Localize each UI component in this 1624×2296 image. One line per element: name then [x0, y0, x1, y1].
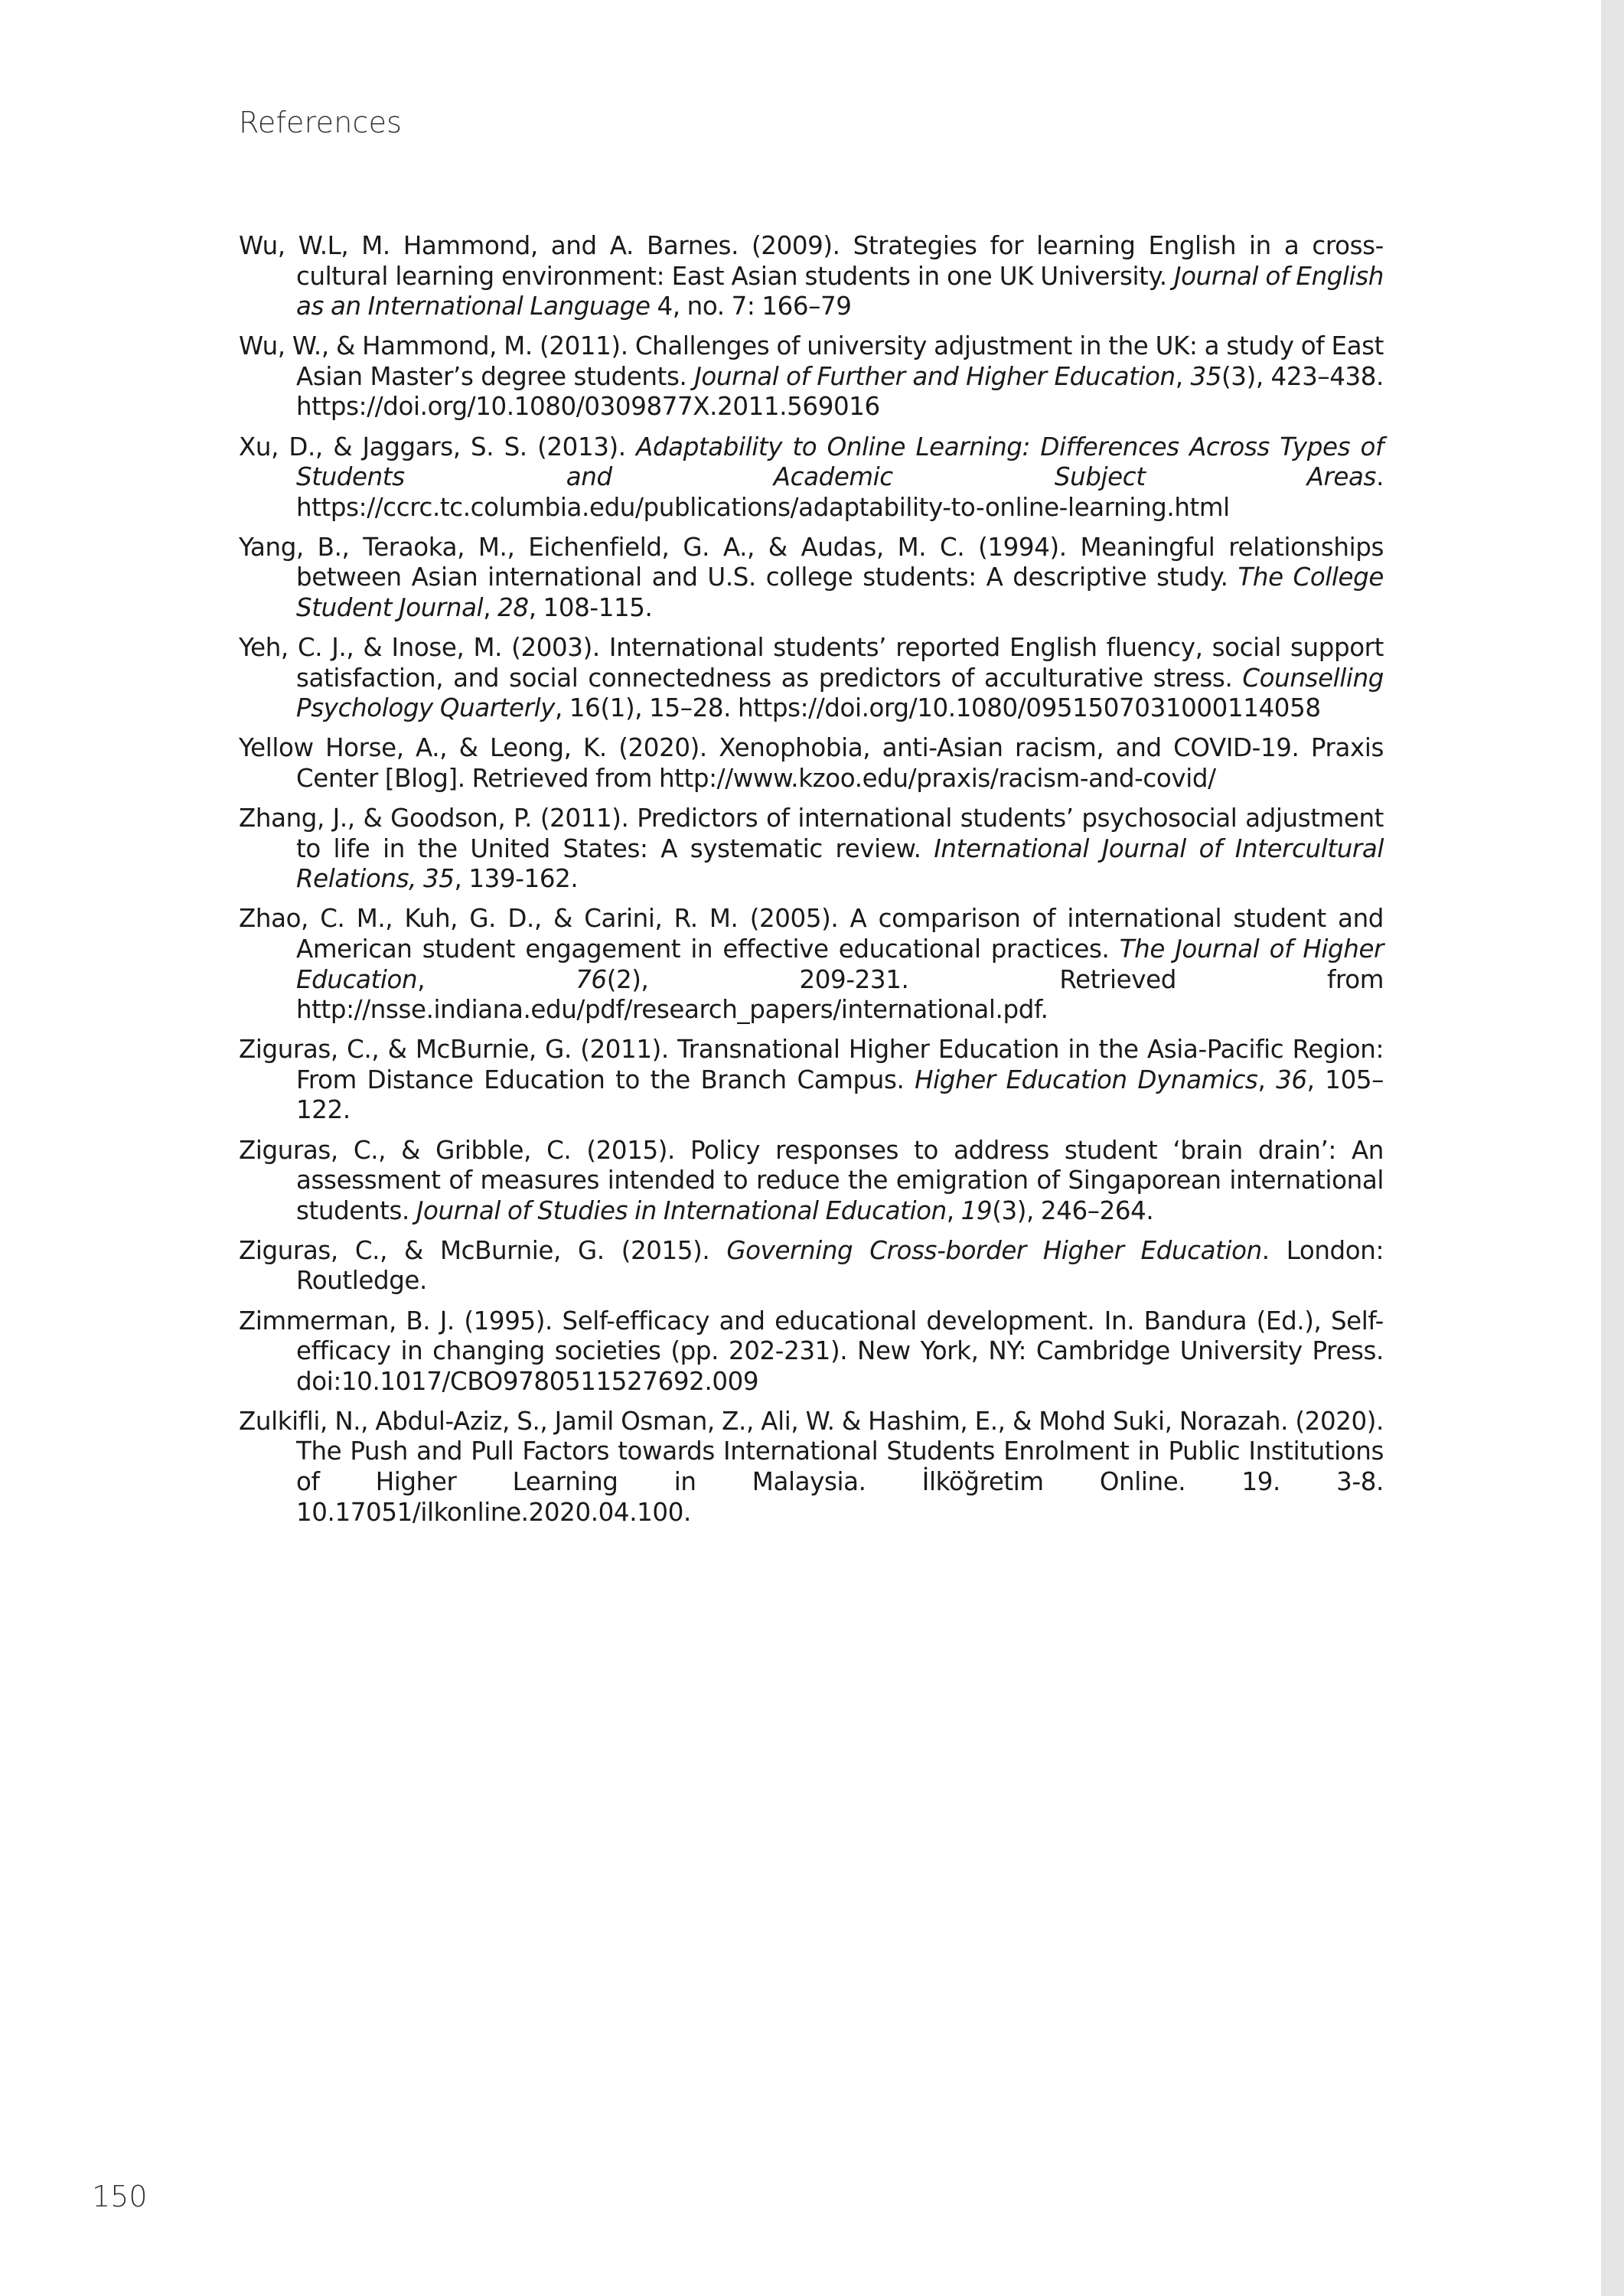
reference-text: Wu, W., & Hammond, M. (2011). Challenges of university adjustment in the UK: a study of East Asian Master’s degree students.: [239, 331, 1384, 391]
reference-entry: [239, 633, 1384, 724]
reference-text: (2), 209-231. Retrieved from http://nsse.indiana.edu/pdf/research_papers/international.pdf.: [296, 964, 1384, 1025]
reference-journal: Journal of English as an International Language: [296, 261, 1384, 321]
reference-text: ,: [417, 964, 576, 994]
reference-journal: International Journal of Intercultural Relations, 35: [296, 833, 1384, 894]
reference-text: Yang, B., Teraoka, M., Eichenfield, G. A., & Audas, M. C. (1994). Meaningful relationships between Asian international and U.S. college students: A descriptive study.: [239, 532, 1384, 592]
reference-list: [239, 231, 1384, 1538]
reference-text: Ziguras, C., & Gribble, C. (2015). Policy responses to address student ‘brain drain’: An assessment of measures intended to reduce the emigration of Singaporean international students.: [239, 1135, 1384, 1225]
reference-text: , 105–122.: [296, 1065, 1384, 1125]
reference-entry: [239, 1236, 1384, 1296]
reference-text: . London: Routledge.: [296, 1235, 1384, 1296]
reference-entry: [239, 533, 1384, 624]
reference-text: Yeh, C. J., & Inose, M. (2003). International students’ reported English fluency, social support satisfaction, and social connectedness as predictors of acculturative stress.: [239, 633, 1384, 693]
reference-journal: Counselling Psychology Quarterly: [296, 663, 1384, 723]
reference-text: ,: [483, 593, 498, 623]
reference-text: (3), 423–438. https://doi.org/10.1080/0309877X.2011.569016: [296, 361, 1384, 422]
reference-text: , 108-115.: [528, 593, 653, 623]
reference-journal: The College Student Journal: [296, 563, 1384, 623]
reference-journal: Journal of Further and Higher Education: [694, 361, 1176, 391]
reference-text: ,: [1175, 361, 1191, 391]
reference-volume: 19: [960, 1195, 993, 1225]
reference-entry: [239, 804, 1384, 895]
page-edge: [1601, 0, 1624, 2296]
reference-volume: 35: [1190, 361, 1222, 391]
reference-title: Governing Cross-border Higher Education: [726, 1235, 1262, 1265]
reference-volume: 28: [497, 593, 529, 623]
reference-entry: [239, 1407, 1384, 1528]
reference-volume: 76: [576, 964, 607, 994]
reference-entry: [239, 1136, 1384, 1227]
reference-journal: Journal of Studies in International Education: [416, 1195, 947, 1225]
reference-title: Adaptability to Online Learning: Differences Across Types of Students and Academic Subject Areas: [296, 432, 1384, 492]
reference-entry: [239, 331, 1384, 422]
running-head: References: [239, 106, 403, 139]
reference-text: , 139-162.: [454, 864, 579, 894]
reference-text: Zhao, C. M., Kuh, G. D., & Carini, R. M. (2005). A comparison of international student and American student engagement in effective educational practices.: [239, 904, 1384, 964]
reference-text: Zhang, J., & Goodson, P. (2011). Predictors of international students’ psychosocial adjustment to life in the United States: A systematic review.: [239, 804, 1384, 863]
page-number: 150: [92, 2180, 148, 2213]
reference-text: Ziguras, C., & McBurnie, G. (2011). Transnational Higher Education in the Asia-Pacific Region: From Distance Education to the Branch Campus.: [239, 1035, 1384, 1094]
reference-text: ,: [1257, 1065, 1277, 1094]
reference-text: Zulkifli, N., Abdul-Aziz, S., Jamil Osman, Z., Ali, W. & Hashim, E., & Mohd Suki, Norazah. (2020). The Push and Pull Factors towards International Students Enrolment in Public Institutions of Higher Learning in Malaysia. İlköğretim Online. 19. 3-8. 10.17051/ilkonline.2020.04.100.: [239, 1406, 1384, 1527]
reference-text: Xu, D., & Jaggars, S. S. (2013).: [239, 432, 637, 461]
reference-text: Wu, W.L, M. Hammond, and A. Barnes. (2009). Strategies for learning English in a cross-cultural learning environment: East Asian students in one UK University.: [239, 231, 1384, 291]
reference-text: 4, no. 7: 166–79: [650, 292, 852, 321]
reference-volume: 36: [1276, 1065, 1307, 1094]
reference-text: Ziguras, C., & McBurnie, G. (2015).: [239, 1235, 727, 1265]
reference-text: , 16(1), 15–28. https://doi.org/10.1080/0951507031000114058: [555, 693, 1321, 723]
reference-entry: [239, 904, 1384, 1025]
reference-text: ,: [946, 1195, 961, 1225]
reference-journal: The Journal of Higher Education: [296, 934, 1384, 994]
reference-entry: [239, 231, 1384, 322]
reference-entry: [239, 432, 1384, 523]
reference-entry: [239, 1035, 1384, 1126]
reference-entry: [239, 733, 1384, 794]
reference-text: . https://ccrc.tc.columbia.edu/publications/adaptability-to-online-learning.html: [296, 462, 1384, 522]
reference-entry: [239, 1306, 1384, 1397]
reference-text: Yellow Horse, A., & Leong, K. (2020). Xenophobia, anti-Asian racism, and COVID-19. Praxis Center [Blog]. Retrieved from http://www.kzoo.edu/praxis/racism-and-covid/: [239, 733, 1384, 793]
reference-journal: Higher Education Dynamics: [915, 1065, 1258, 1094]
reference-text: (3), 246–264.: [992, 1195, 1154, 1225]
reference-text: Zimmerman, B. J. (1995). Self-efficacy and educational development. In. Bandura (Ed.), Self-efficacy in changing societies (pp. 202-231). New York, NY: Cambridge University Press. doi:10.1017/CBO9780511527692.009: [239, 1306, 1384, 1396]
